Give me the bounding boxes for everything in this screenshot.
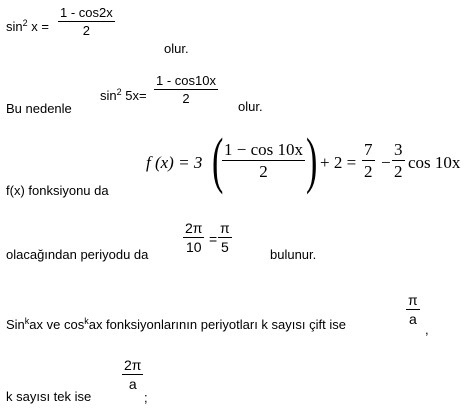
eq4-f2-numerator: π <box>220 220 230 236</box>
eq1-lhs <box>6 20 49 33</box>
eq1-fraction <box>58 6 115 37</box>
eq5-punct: , <box>425 322 429 337</box>
eq5-text-b: ax ve cos <box>29 317 85 332</box>
eq5-text-a: Sin <box>6 317 25 332</box>
eq4-f2-denominator: 5 <box>220 239 229 255</box>
eq2-func: sin <box>100 88 117 103</box>
eq5-sup-b: k <box>84 316 89 326</box>
eq2-fraction <box>154 74 218 105</box>
eq5-denominator: a <box>408 311 417 327</box>
eq2-prefix: Bu nedenle <box>6 101 72 116</box>
eq3-plus: + 2 = <box>320 153 357 172</box>
eq4-after: bulunur. <box>270 247 317 262</box>
eq3-lhs: f (x) = 3 <box>146 153 203 172</box>
eq1-numerator: 1 - cos2x <box>60 5 113 20</box>
eq2-after: olur. <box>238 99 263 114</box>
eq5-text-c: ax fonksiyonlarının periyotları k sayısı çift ise <box>88 317 346 332</box>
eq1-after: olur. <box>164 41 189 56</box>
eq3-f1-denominator: 2 <box>364 162 373 181</box>
eq3-f2-denominator: 2 <box>394 162 403 181</box>
eq1-exp: 2 <box>22 18 28 28</box>
eq4-fraction-2 <box>218 221 232 254</box>
eq5-text <box>6 318 346 331</box>
eq4-equals: = <box>209 231 218 247</box>
eq1-denominator: 2 <box>82 23 90 38</box>
eq4-fraction-1 <box>183 221 204 254</box>
eq6-numerator: 2π <box>124 357 142 373</box>
eq3-left-paren: ( <box>212 127 224 195</box>
eq3-inner-denominator: 2 <box>259 162 268 181</box>
eq1-func: sin <box>6 19 23 34</box>
eq6-text: k sayısı tek ise <box>6 389 92 404</box>
eq3-fraction-2 <box>392 141 405 180</box>
eq3-inner-fraction <box>222 141 305 180</box>
eq2-numerator: 1 - cos10x <box>156 73 216 88</box>
eq2-var: 5x= <box>121 88 147 103</box>
eq3-minus: − <box>381 153 391 172</box>
eq2-lhs <box>100 89 147 102</box>
eq2-exp: 2 <box>116 87 122 97</box>
eq6-denominator: a <box>128 376 137 392</box>
eq5-fraction <box>406 293 420 326</box>
eq3-tail: cos 10x <box>408 153 461 172</box>
eq6-punct: ; <box>144 390 148 405</box>
eq3-label: f(x) fonksiyonu da <box>6 183 109 198</box>
eq1-var: x = <box>27 19 49 34</box>
eq5-numerator: π <box>408 292 418 308</box>
eq3-fraction-1 <box>362 141 375 180</box>
eq3-right-paren: ) <box>306 127 318 195</box>
eq4-f1-numerator: 2π <box>185 220 203 236</box>
eq5-sup-a: k <box>24 316 30 326</box>
eq2-denominator: 2 <box>182 91 190 106</box>
eq4-f1-denominator: 10 <box>185 239 202 255</box>
eq6-fraction <box>122 358 143 391</box>
eq3-f2-numerator: 3 <box>394 140 403 159</box>
eq4-prefix: olacağından periyodu da <box>6 247 149 262</box>
eq3-f1-numerator: 7 <box>364 140 373 159</box>
eq3-inner-numerator: 1 − cos 10x <box>224 140 303 159</box>
